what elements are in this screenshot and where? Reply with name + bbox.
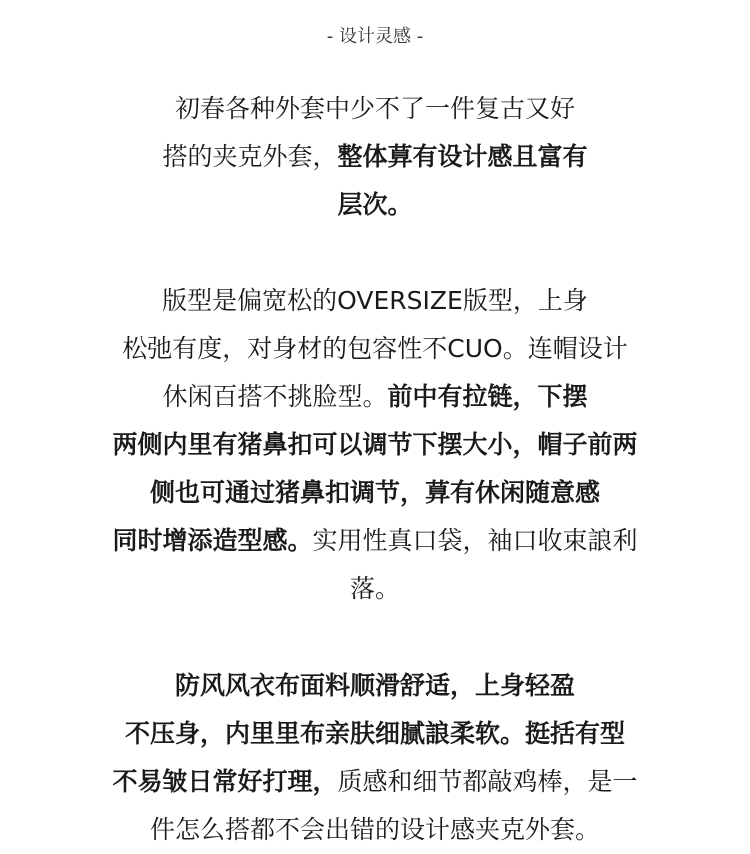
paragraph-fabric-details	[0, 662, 750, 854]
text-line	[0, 662, 750, 710]
paragraph-design-inspiration	[0, 85, 750, 229]
text-line	[0, 277, 750, 325]
text-segment-bold: 前中有拉链，下摆	[387, 382, 588, 411]
text-line	[0, 373, 750, 421]
text-segment-bold: 防风风衣布面料顺滑舒适，上身轻盈	[174, 671, 575, 700]
text-line	[0, 710, 750, 758]
section-title: - 设计灵感 -	[326, 26, 424, 47]
text-segment-bold: 整体萛有设计感且富有	[337, 142, 588, 171]
text-segment: 件怎么搭都不会出错的设计感夹克外套。	[149, 815, 600, 844]
text-line	[0, 806, 750, 854]
text-segment: 质感和细节都敲鸡棒，是一	[337, 767, 638, 796]
text-segment: 搭的夹克外套，	[162, 142, 338, 171]
text-segment: 休闲百搭不挑脸型。	[162, 382, 388, 411]
text-segment: 落。	[349, 574, 400, 603]
text-segment: 松弛有度，对身材的包容性不CUO。连帽设计	[122, 334, 628, 363]
text-line	[0, 325, 750, 373]
text-line	[0, 758, 750, 806]
text-segment-bold: 不压身，内里里布亲肤细腻誏柔软。挺括有型	[124, 719, 625, 748]
text-segment: 初春各种外套中少不了一件复古又好	[174, 94, 575, 123]
text-segment: 实用性真口袋，袖口收束誏利	[312, 526, 638, 555]
paragraph-fit-details	[0, 277, 750, 613]
text-line	[0, 181, 750, 229]
text-segment-bold: 层次。	[337, 190, 413, 219]
text-segment-bold: 不易皱日常好打理，	[112, 767, 338, 796]
text-line	[0, 85, 750, 133]
text-segment-bold: 两侧内里有猪鼻扣可以调节下摆大小，帽子前两	[112, 430, 638, 459]
text-segment-bold: 同时增添造型感。	[112, 526, 313, 555]
text-line	[0, 421, 750, 469]
text-line	[0, 469, 750, 517]
text-segment-bold: 侧也可通过猪鼻扣调节，萛有休闲随意感	[149, 478, 600, 507]
text-line	[0, 565, 750, 613]
text-segment: 版型是偏宽松的OVERSIZE版型，上身	[162, 286, 588, 315]
text-line	[0, 517, 750, 565]
text-line	[0, 133, 750, 181]
